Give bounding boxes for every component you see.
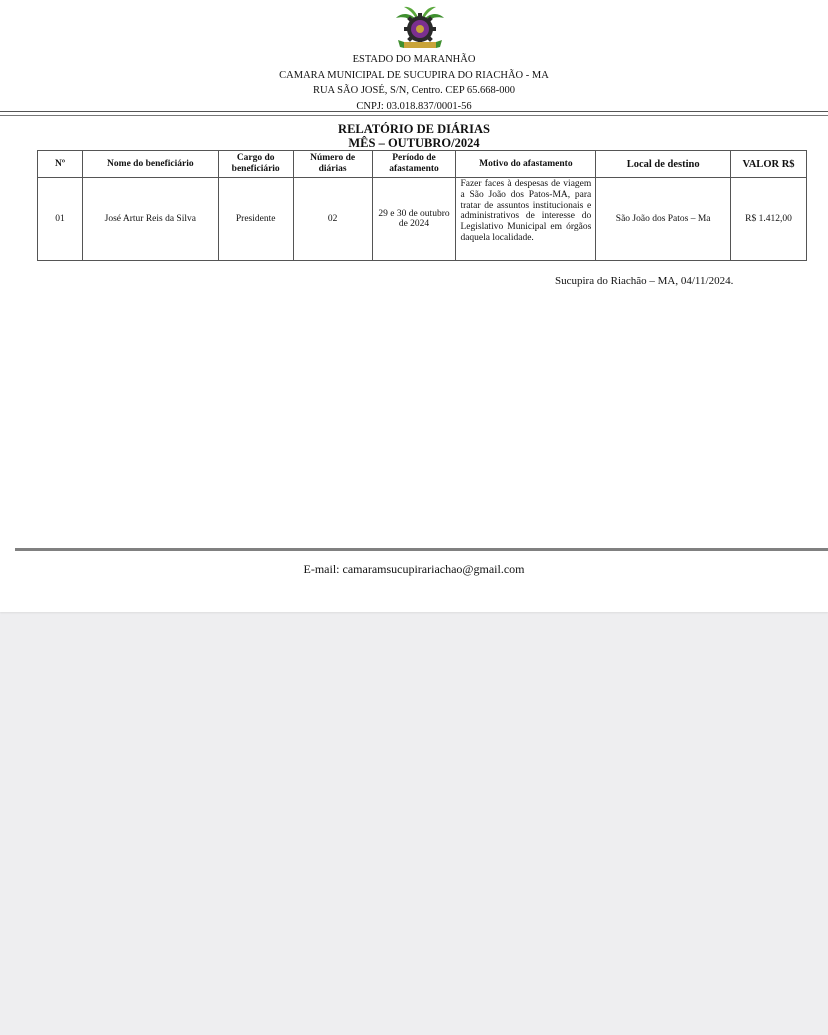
report-title: RELATÓRIO DE DIÁRIAS: [338, 122, 490, 136]
cell-valor: R$ 1.412,00: [731, 178, 807, 261]
report-heading: [0, 122, 828, 150]
cell-motivo: Fazer faces à despesas de viagem a São João dos Patos-MA, para tratar de assuntos institucionais e administrativos de interesse do Legislativo Municipal em órgãos daquela localidade.: [456, 178, 596, 261]
footer-divider: [15, 548, 828, 551]
institution-address: RUA SÃO JOSÉ, S/N, Centro. CEP 65.668-000: [312, 85, 516, 96]
cell-cargo: Presidente: [218, 178, 293, 261]
header-divider: [0, 111, 828, 112]
header-divider-secondary: [0, 115, 828, 116]
column-header-diarias: Número de diárias: [293, 151, 372, 178]
cell-nome: José Artur Reis da Silva: [82, 178, 218, 261]
table-header-row: [38, 151, 807, 178]
diarias-table: [37, 150, 807, 261]
table-row: [38, 178, 807, 261]
place-and-date: Sucupira do Riachão – MA, 04/11/2024.: [555, 275, 734, 287]
institution-name: CAMARA MUNICIPAL DE SUCUPIRA DO RIACHÃO - MA: [279, 69, 549, 81]
column-header-nome: Nome do beneficiário: [82, 151, 218, 178]
column-header-local: Local de destino: [596, 151, 731, 178]
column-header-numero: Nº: [38, 151, 83, 178]
cell-periodo: 29 e 30 de outubro de 2024: [372, 178, 456, 261]
column-header-motivo: Motivo do afastamento: [456, 151, 596, 178]
footer-email: E-mail: camaramsucupirariachao@gmail.com: [303, 562, 525, 576]
institution-cnpj: CNPJ: 03.018.837/0001-56: [356, 100, 472, 112]
column-header-valor: VALOR R$: [731, 151, 807, 178]
report-subtitle: MÊS – OUTUBRO/2024: [348, 136, 480, 150]
state-name: ESTADO DO MARANHÃO: [352, 54, 476, 65]
cell-local: São João dos Patos – Ma: [596, 178, 731, 261]
column-header-periodo: Período de afastamento: [372, 151, 456, 178]
cell-diarias: 02: [293, 178, 372, 261]
column-header-cargo: Cargo do beneficiário: [218, 151, 293, 178]
letterhead: [0, 52, 828, 114]
coat-of-arms-icon: [392, 4, 448, 50]
cell-numero: 01: [38, 178, 83, 261]
